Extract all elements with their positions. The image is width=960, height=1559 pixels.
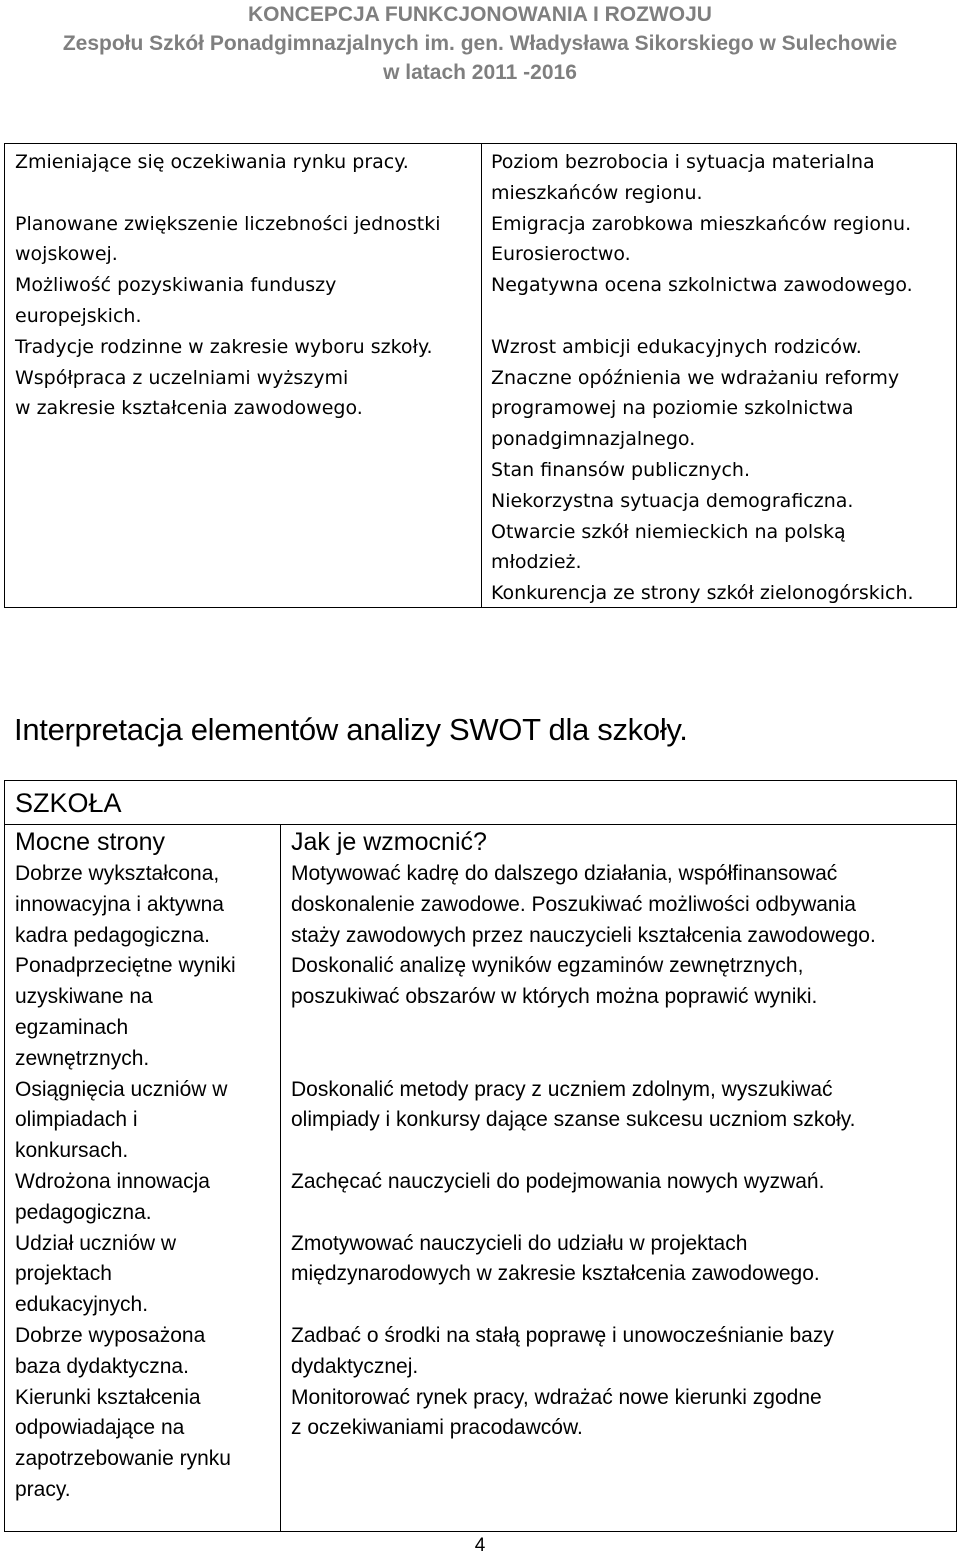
text-line: ponadgimnazjalnego. — [491, 428, 696, 451]
text-line: Zmotywować nauczycieli do udziału w projektach — [291, 1231, 748, 1255]
text-line: Zachęcać nauczycieli do podejmowania nowych wyzwań. — [291, 1169, 825, 1193]
reinforce-column — [291, 825, 951, 1444]
text-line: Doskonalić analizę wyników egzaminów zewnętrznych, — [291, 954, 804, 978]
text-line: innowacyjna i aktywna — [15, 892, 224, 916]
school-strengths-table — [4, 780, 957, 1532]
blank-line — [291, 1136, 951, 1167]
text-line: zapotrzebowanie rynku — [15, 1447, 231, 1471]
text-line: Udział uczniów w — [15, 1231, 177, 1255]
text-line: kadra pedagogiczna. — [15, 923, 210, 947]
text-line: Wdrożona innowacja — [15, 1169, 210, 1193]
text-line: poszukiwać obszarów w których można poprawić wyniki. — [291, 985, 818, 1009]
text-line: konkursach. — [15, 1139, 129, 1163]
text-line: Dobrze wykształcona, — [15, 862, 220, 885]
text-line: staży zawodowych przez nauczycieli kształcenia zawodowego. — [291, 923, 876, 947]
header-years: w latach 2011 -2016 — [383, 61, 577, 84]
blank-line — [15, 178, 475, 209]
text-line: młodzież. — [491, 551, 582, 574]
section-title: Interpretacja elementów analizy SWOT dla szkoły. — [14, 712, 688, 747]
text-line: Zadbać o środki na stałą poprawę i unowocześnianie bazy — [291, 1323, 834, 1347]
text-line: Poziom bezrobocia i sytuacja materialna — [491, 151, 875, 173]
column-divider — [481, 144, 482, 607]
text-line: programowej na poziomie szkolnictwa — [491, 397, 854, 420]
header-title: KONCEPCJA FUNKCJONOWANIA I ROZWOJU — [248, 3, 712, 26]
text-line: baza dydaktyczna. — [15, 1354, 189, 1378]
text-line: Ponadprzeciętne wyniki — [15, 954, 236, 978]
blank-line — [291, 1044, 951, 1075]
text-line: z oczekiwaniami pracodawców. — [291, 1416, 583, 1440]
text-line: Otwarcie szkół niemieckich na polską — [491, 520, 846, 543]
text-line: Stan finansów publicznych. — [491, 458, 750, 481]
text-line: Kierunki kształcenia — [15, 1385, 201, 1409]
text-line: wojskowej. — [15, 243, 118, 266]
text-line: Eurosieroctwo. — [491, 243, 631, 266]
text-line: Negatywna ocena szkolnictwa zawodowego. — [491, 274, 913, 297]
text-line: Zmieniające się oczekiwania rynku pracy. — [15, 151, 409, 173]
text-line: zewnętrznych. — [15, 1046, 150, 1070]
blank-line — [291, 1290, 951, 1321]
strengths-header: Mocne strony — [15, 828, 166, 856]
text-line: olimpiadach i — [15, 1108, 138, 1132]
page-number: 4 — [474, 1535, 486, 1556]
text-line: egzaminach — [15, 1015, 129, 1039]
text-line: Konkurencja ze strony szkół zielonogórskich. — [491, 582, 914, 605]
blank-line — [491, 301, 951, 332]
reinforce-list — [291, 859, 951, 1444]
header-school-name: Zespołu Szkół Ponadgimnazjalnych im. gen. Władysława Sikorskiego w Sulechowie — [62, 32, 898, 55]
text-line: Emigracja zarobkowa mieszkańców regionu. — [491, 212, 912, 235]
text-line: Osiągnięcia uczniów w — [15, 1077, 228, 1101]
table-title: SZKOŁA — [15, 788, 122, 818]
text-line: Możliwość pozyskiwania funduszy — [15, 274, 337, 297]
text-line: międzynarodowych w zakresie kształcenia zawodowego. — [291, 1262, 820, 1286]
text-line: Monitorować rynek pracy, wdrażać nowe kierunki zgodne — [291, 1385, 822, 1409]
text-line: odpowiadające na — [15, 1416, 185, 1440]
blank-line — [291, 1013, 951, 1044]
reinforce-header: Jak je wzmocnić? — [291, 828, 487, 856]
text-line: pracy. — [15, 1477, 71, 1501]
strengths-list — [15, 859, 277, 1506]
text-line: europejskich. — [15, 304, 142, 327]
text-line: Dobrze wyposażona — [15, 1323, 206, 1347]
text-line: Tradycje rodzinne w zakresie wyboru szkoły. — [15, 335, 433, 358]
document-header — [0, 0, 960, 87]
text-line: uzyskiwane na — [15, 985, 153, 1009]
text-line: Motywować kadrę do dalszego działania, współfinansować — [291, 862, 838, 885]
text-line: olimpiady i konkursy dające szanse sukcesu uczniom szkoły. — [291, 1108, 856, 1132]
swot-environment-table — [4, 143, 957, 608]
text-line: edukacyjnych. — [15, 1293, 149, 1317]
strengths-column — [15, 825, 277, 1506]
text-line: mieszkańców regionu. — [491, 181, 703, 204]
text-line: Współpraca z uczelniami wyższymi — [15, 366, 349, 389]
threats-column — [491, 144, 951, 609]
opportunities-column — [15, 144, 475, 424]
text-line: Doskonalić metody pracy z uczniem zdolnym, wyszukiwać — [291, 1077, 833, 1101]
column-divider — [280, 824, 281, 1531]
text-line: Wzrost ambicji edukacyjnych rodziców. — [491, 335, 862, 358]
text-line: Znaczne opóźnienia we wdrażaniu reformy — [491, 366, 900, 389]
blank-line — [291, 1198, 951, 1229]
text-line: dydaktycznej. — [291, 1354, 419, 1378]
text-line: projektach — [15, 1262, 112, 1286]
text-line: doskonalenie zawodowe. Poszukiwać możliwości odbywania — [291, 892, 856, 916]
text-line: Niekorzystna sytuacja demograficzna. — [491, 489, 854, 512]
text-line: pedagogiczna. — [15, 1200, 152, 1224]
text-line: Planowane zwiększenie liczebności jednostki — [15, 212, 441, 235]
text-line: w zakresie kształcenia zawodowego. — [15, 397, 363, 420]
